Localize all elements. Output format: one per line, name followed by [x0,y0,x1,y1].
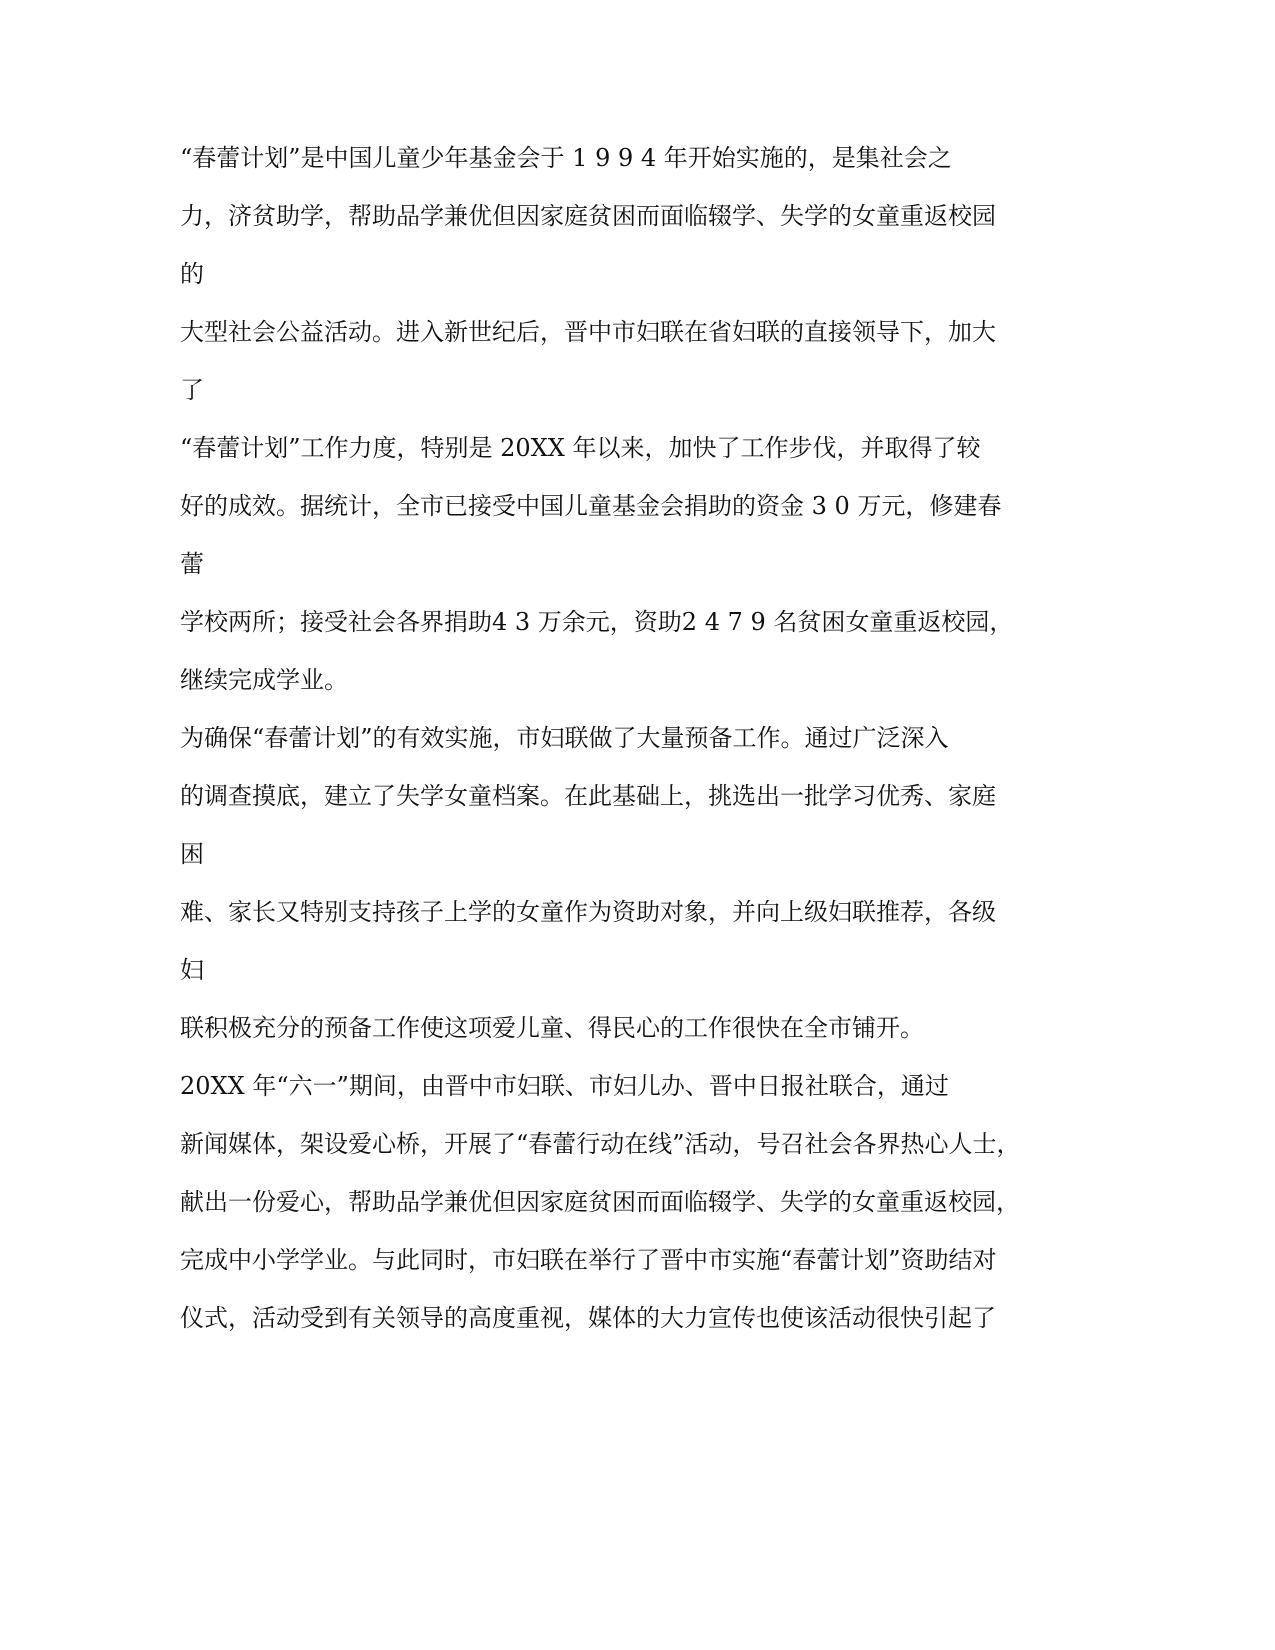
text-line: 献出一份爱心，帮助品学兼优但因家庭贫困而面临辍学、失学的女童重返校园， [180,1188,1020,1216]
text-line: 力，济贫助学，帮助品学兼优但因家庭贫困而面临辍学、失学的女童重返校园 [180,202,996,230]
text-line: “春蕾计划”工作力度，特别是 20XX 年以来，加快了工作步伐，并取得了较 [180,434,981,462]
text-line: 联积极充分的预备工作使这项爱儿童、得民心的工作很快在全市铺开。 [180,1014,924,1042]
text-line: 难、家长又特别支持孩子上学的女童作为资助对象，并向上级妇联推荐，各级 [180,898,996,926]
text-line: 的调查摸底，建立了失学女童档案。在此基础上，挑选出一批学习优秀、家庭 [180,782,996,810]
text-line: 好的成效。据统计，全市已接受中国儿童基金会捐助的资金 3 0 万元，修建春 [180,492,1002,520]
text-line: 大型社会公益活动。进入新世纪后，晋中市妇联在省妇联的直接领导下，加大 [180,318,996,346]
text-line: 新闻媒体，架设爱心桥，开展了“春蕾行动在线”活动，号召社会各界热心人士， [180,1130,1021,1158]
text-line: 学校两所；接受社会各界捐助4 3 万余元，资助2 4 7 9 名贫困女童重返校园， [180,608,1014,636]
text-line: 困 [180,840,204,868]
text-line: 蕾 [180,550,204,578]
text-line: 的 [180,260,204,288]
text-line: 了 [180,376,204,404]
text-line: 20XX 年“六一”期间，由晋中市妇联、市妇儿办、晋中日报社联合，通过 [180,1072,949,1100]
text-line: 仪式，活动受到有关领导的高度重视，媒体的大力宣传也使该活动很快引起了 [180,1304,996,1332]
text-line: 完成中小学学业。与此同时，市妇联在举行了晋中市实施“春蕾计划”资助结对 [180,1246,997,1274]
text-line: “春蕾计划”是中国儿童少年基金会于 1 9 9 4 年开始实施的，是集社会之 [180,144,952,172]
text-line: 继续完成学业。 [180,666,348,694]
text-line: 为确保“春蕾计划”的有效实施，市妇联做了大量预备工作。通过广泛深入 [180,724,949,752]
text-line: 妇 [180,956,204,984]
